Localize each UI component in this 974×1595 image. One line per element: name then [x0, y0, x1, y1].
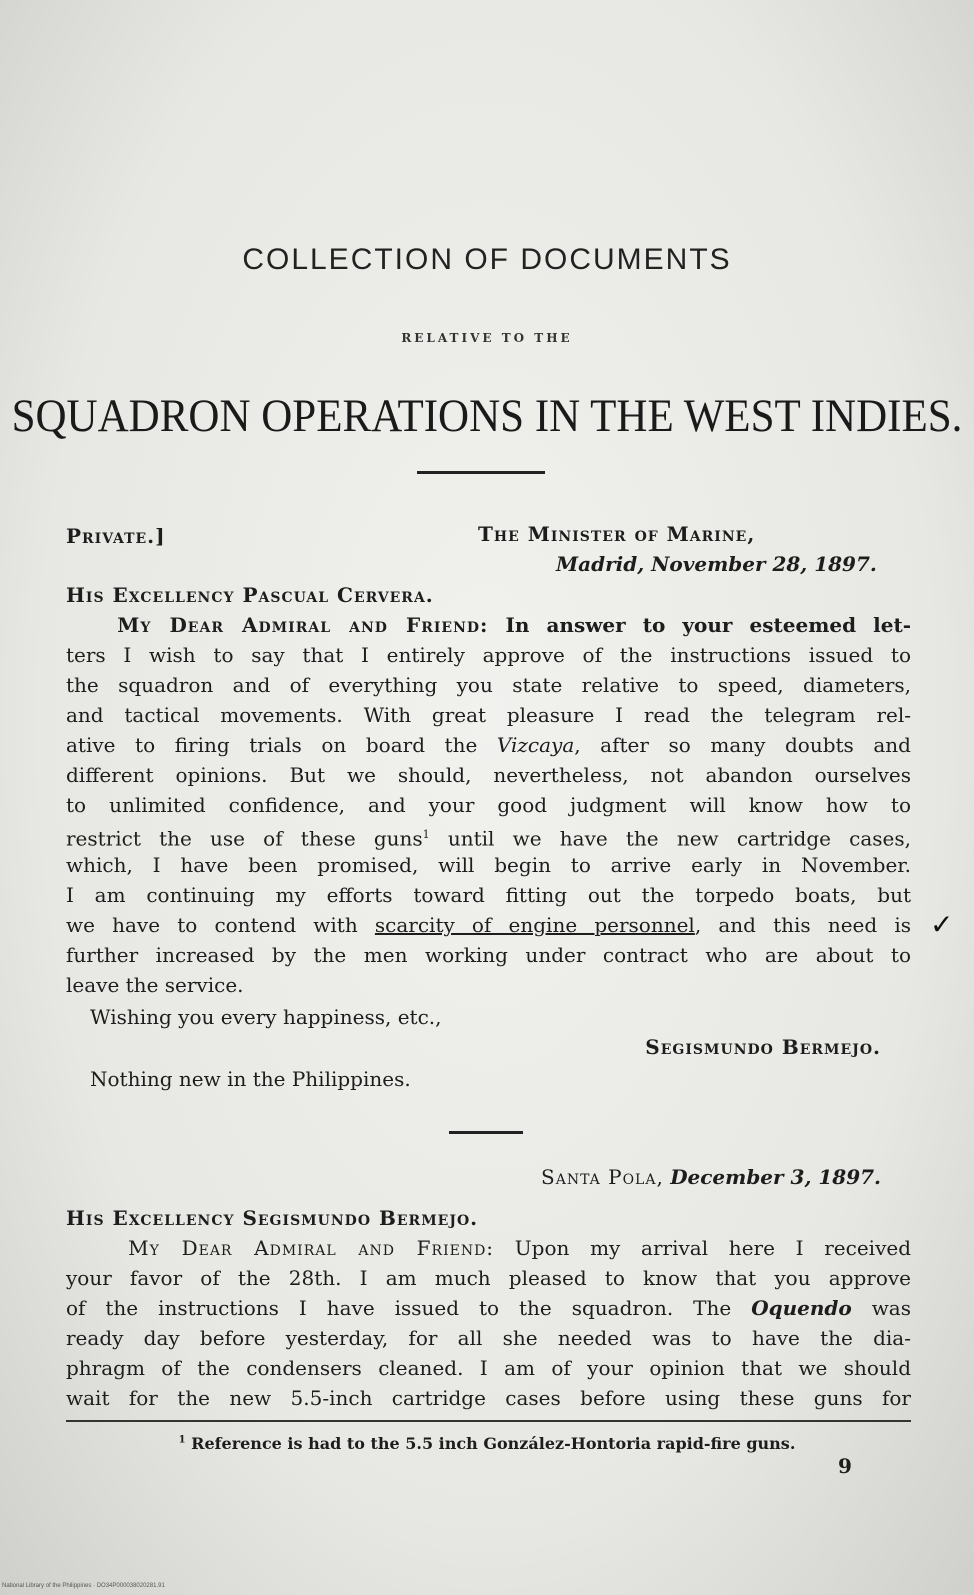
- document-subtitle: RELATIVE TO THE: [401, 331, 573, 345]
- sender-title: The Minister of Marine,: [478, 522, 756, 546]
- section-divider: [417, 471, 545, 474]
- footnote-rule: [66, 1420, 911, 1422]
- letter-line: ters I wish to say that I entirely approve of the instructions issued to: [66, 643, 911, 667]
- letter-line: ready day before yesterday, for all she needed was to have the dia-: [66, 1326, 911, 1350]
- salutation: My Dear Admiral and Friend:: [117, 613, 489, 637]
- postscript: Nothing new in the Philippines.: [90, 1067, 411, 1091]
- letter-line: your favor of the 28th. I am much pleased to know that you approve: [66, 1266, 911, 1290]
- letter-line: the squadron and of everything you state relative to speed, diameters,: [66, 673, 911, 697]
- document-title: COLLECTION OF DOCUMENTS: [242, 243, 732, 276]
- salutation: My Dear Admiral and Friend:: [128, 1236, 495, 1260]
- letter-line: and tactical movements. With great pleasure I read the telegram rel-: [66, 703, 911, 727]
- letter-line: different opinions. But we should, nevertheless, not abandon ourselves: [66, 763, 911, 787]
- letter-date: Santa Pola, December 3, 1897.: [541, 1165, 881, 1189]
- letter-line: further increased by the men working under contract who are about to: [66, 943, 911, 967]
- letter-line: leave the service.: [66, 973, 244, 997]
- addressee: His Excellency Segismundo Bermejo.: [66, 1206, 479, 1230]
- letter-line: My Dear Admiral and Friend: Upon my arrival here I received: [128, 1236, 912, 1260]
- ship-name: Vizcaya: [496, 733, 575, 757]
- underlined-phrase: scarcity of engine personnel: [374, 913, 695, 937]
- letter-line: restrict the use of these guns$^1$ until we have the new cartridge cases,: [66, 826, 911, 851]
- closing: Wishing you every happiness, etc.,: [90, 1005, 442, 1029]
- letter-line: to unlimited confidence, and your good judgment will know how to: [66, 793, 911, 817]
- checkmark-icon: ✓: [930, 908, 954, 941]
- section-divider: [449, 1131, 523, 1134]
- footnote: $^1$ Reference is had to the 5.5 inch González-Hontoria rapid-fire guns.: [178, 1434, 796, 1453]
- document-headline: SQUADRON OPERATIONS IN THE WEST INDIES.: [11, 391, 963, 442]
- letter-line: ative to firing trials on board the Vizcaya, after so many doubts and: [66, 733, 911, 757]
- signature: Segismundo Bermejo.: [645, 1035, 881, 1059]
- letter-line: My Dear Admiral and Friend: In answer to your esteemed let-: [117, 613, 912, 637]
- letter-line: we have to contend with scarcity of engine personnel, and this need is: [66, 913, 912, 937]
- ship-name: Oquendo: [751, 1296, 852, 1320]
- letter-line: wait for the new 5.5-inch cartridge cases before using these guns for: [66, 1386, 911, 1410]
- letter-date: Madrid, November 28, 1897.: [556, 552, 877, 576]
- footnote-ref: 1: [422, 828, 430, 841]
- page-number: 9: [838, 1454, 852, 1478]
- letter-line: which, I have been promised, will begin to arrive early in November.: [66, 853, 911, 877]
- letter-line: of the instructions I have issued to the squadron. The Oquendo was: [66, 1296, 911, 1320]
- library-stamp: National Library of the Philippines · DO34P000038020281.91: [2, 1583, 165, 1589]
- letter-line: I am continuing my efforts toward fitting out the torpedo boats, but: [66, 883, 911, 907]
- letter-line: phragm of the condensers cleaned. I am of your opinion that we should: [66, 1356, 911, 1380]
- private-label: Private.]: [66, 524, 166, 548]
- addressee: His Excellency Pascual Cervera.: [66, 583, 434, 607]
